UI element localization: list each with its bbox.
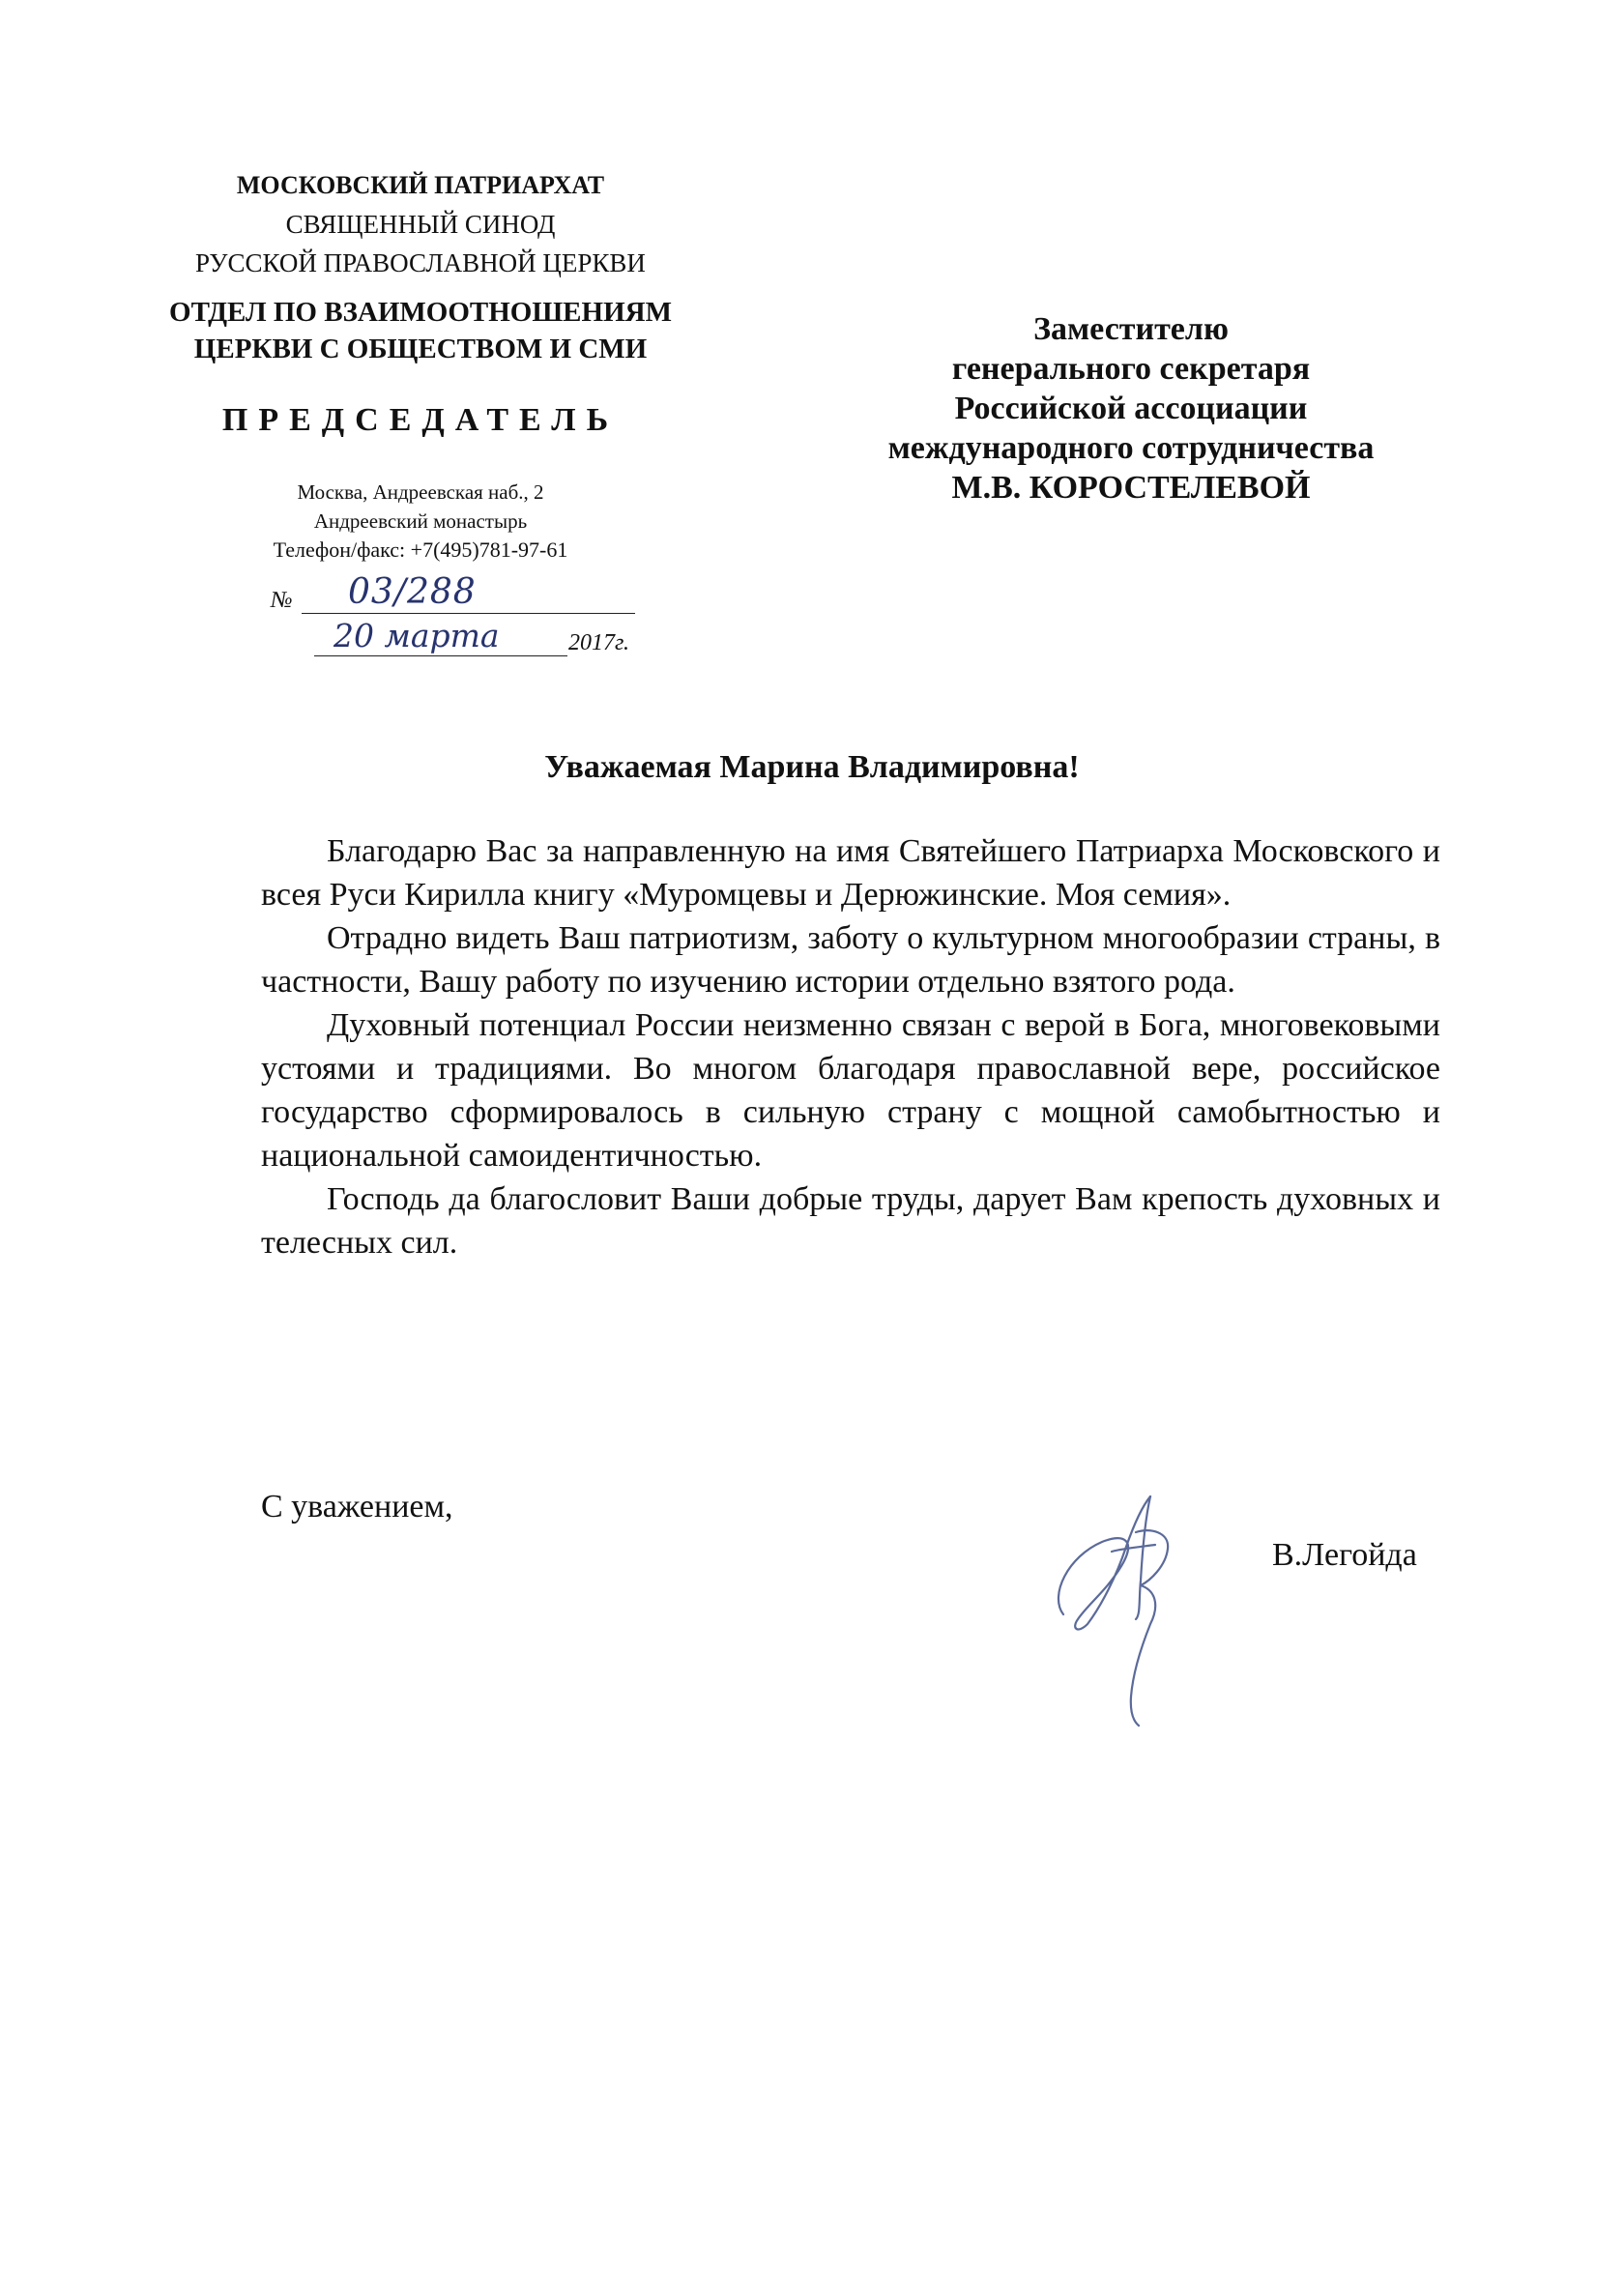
date-underline	[314, 655, 567, 656]
synod-line-1: СВЯЩЕННЫЙ СИНОД	[285, 210, 556, 239]
addressee-line-3: Российской ассоциации	[954, 391, 1308, 426]
registration-block	[261, 572, 648, 667]
address-line-1: Москва, Андреевская наб., 2	[297, 480, 544, 504]
address-block	[126, 478, 715, 565]
registration-date: 20 марта	[334, 617, 500, 654]
body-paragraph: Благодарю Вас за направленную на имя Святейшего Патриарха Московского и всея Руси Кирилла книгу «Муромцевы и Дерюжинские. Моя семия».	[261, 833, 1440, 913]
letter-body	[261, 829, 1440, 1264]
patriarchate-title: МОСКОВСКИЙ ПАТРИАРХАТ	[236, 171, 605, 199]
closing-phrase: С уважением,	[261, 1489, 453, 1524]
body-paragraph: Господь да благословит Ваши добрые труды, дарует Вам крепость духовных и телесных сил.	[261, 1181, 1440, 1261]
chairman-title: ПРЕДСЕДАТЕЛЬ	[221, 402, 620, 438]
body-paragraph: Духовный потенциал России неизменно связан с верой в Бога, многовековыми устоями и традициями. Во многом благодаря православной вере, российское государство сформировалось в сильную страну с мощной самобытностью и национальной самоидентичностью.	[261, 1007, 1440, 1174]
addressee-line-2: генерального секретаря	[951, 351, 1311, 387]
addressee-name: М.В. КОРОСТЕЛЕВОЙ	[951, 470, 1311, 506]
number-underline	[302, 613, 635, 614]
addressee-line-1: Заместителю	[1033, 311, 1229, 347]
synod-line-2: РУССКОЙ ПРАВОСЛАВНОЙ ЦЕРКВИ	[195, 248, 646, 277]
department-line-2: ЦЕРКВИ С ОБЩЕСТВОМ И СМИ	[193, 334, 648, 364]
phone-fax: Телефон/факс: +7(495)781-97-61	[273, 537, 568, 562]
signature-icon	[1044, 1489, 1208, 1730]
department-line-1: ОТДЕЛ ПО ВЗАИМООТНОШЕНИЯМ	[169, 297, 672, 328]
addressee-block	[851, 309, 1411, 508]
letterhead	[126, 166, 715, 565]
registration-year: 2017г.	[568, 630, 630, 655]
department-name	[126, 294, 715, 367]
addressee-line-4: международного сотрудничества	[887, 430, 1375, 466]
salutation: Уважаемая Марина Владимировна!	[544, 749, 1080, 785]
number-label: №	[271, 588, 293, 613]
registration-number: 03/288	[348, 572, 477, 612]
address-line-2: Андреевский монастырь	[313, 509, 528, 533]
body-paragraph: Отрадно видеть Ваш патриотизм, заботу о культурном многообразии страны, в частности, Вашу работу по изучению истории отдельно взятого рода.	[261, 920, 1440, 1000]
signer-name: В.Легойда	[1272, 1537, 1417, 1573]
